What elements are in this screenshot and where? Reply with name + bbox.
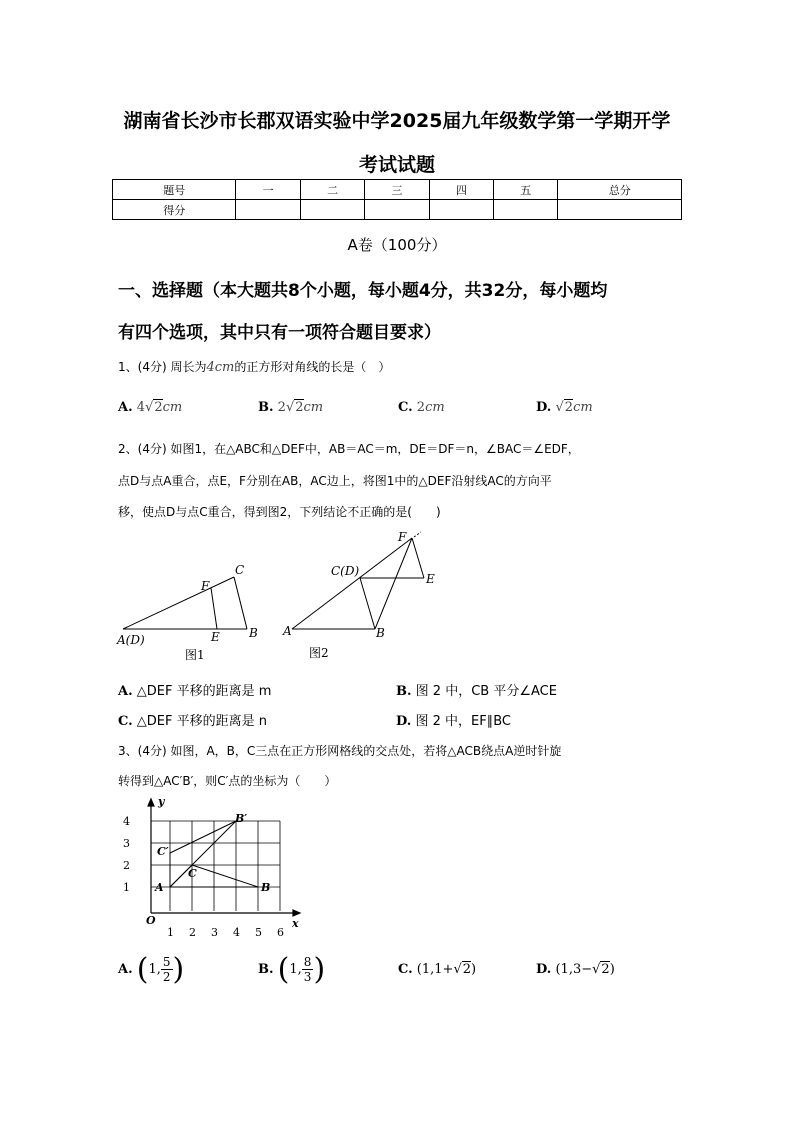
fig1-label-b: B: [249, 626, 258, 640]
q2-line2: 点D与点A重合，点E，F分别在AB，AC边上，将图1中的△DEF沿射线AC的方向平: [118, 474, 552, 488]
score-table: [112, 179, 682, 220]
score-cell: 四: [429, 180, 493, 200]
x-tick: 6: [277, 926, 284, 939]
option-radicand: 2: [601, 962, 610, 977]
origin-label: O: [146, 914, 156, 927]
q2-figures: [115, 530, 455, 665]
x-tick: 3: [211, 926, 218, 939]
option-text: 图 2 中，EF∥BC: [415, 714, 511, 729]
option-label: B.: [258, 962, 274, 977]
q1-prefix: 1、(4分) 周长为: [118, 360, 207, 374]
option-text: 图 2 中，CB 平分∠ACE: [415, 684, 557, 699]
q1-option-d: [536, 400, 593, 415]
exam-title-line1: 湖南省长沙市长郡双语实验中学2025届九年级数学第一学期开学: [123, 110, 671, 132]
option-math: √2cm: [555, 400, 593, 415]
fig2-caption: 图2: [309, 646, 329, 660]
fig1-caption: 图1: [185, 648, 205, 662]
q2-option-a: [118, 680, 271, 699]
q1-option-c: [398, 400, 445, 415]
q2-line3: 移，使点D与点C重合，得到图2，下列结论不正确的是( ): [118, 505, 441, 519]
section1-heading-line1: 一、选择题（本大题共8个小题，每小题4分，共32分，每小题均: [118, 281, 608, 301]
segment-cb: [192, 865, 258, 887]
fig2-cb-line: [360, 578, 375, 629]
score-input-cell: [558, 200, 682, 220]
score-cell: 五: [494, 180, 558, 200]
score-input-cell: [429, 200, 493, 220]
x-axis-label: x: [292, 917, 299, 930]
y-axis-label: y: [158, 795, 165, 808]
score-input-cell: [236, 200, 300, 220]
option-math: 2cm: [416, 400, 445, 415]
point-b-prime-label: B′: [235, 812, 248, 825]
option-math: 2√2cm: [277, 400, 324, 415]
fig2-fe-line: [412, 538, 424, 578]
volume-heading: A卷（100分）: [347, 236, 447, 254]
option-text: (1,1+: [416, 962, 454, 977]
score-cell: 三: [365, 180, 429, 200]
score-cell: 得分: [113, 200, 236, 220]
fig1-label-e: E: [211, 630, 220, 644]
fig2-ray-extension: [414, 532, 421, 537]
fig1-label-c: C: [235, 563, 245, 577]
q3-coordinate-grid: [118, 795, 318, 940]
y-tick: 4: [123, 815, 130, 828]
option-value: 1: [289, 962, 298, 977]
x-tick: 5: [255, 926, 262, 939]
q3-option-a: A. (1, $\frac{5}{2}$ ): [118, 952, 185, 987]
fig2-label-f: F: [398, 530, 407, 544]
y-tick: 3: [123, 837, 130, 850]
q3-option-d: D. (1,3−√2): [536, 962, 615, 977]
q2-line1: 2、(4分) 如图1，在△ABC和△DEF中，AB＝AC＝m，DE＝DF＝n，∠BAC＝∠EDF，: [118, 442, 580, 456]
option-text: △DEF 平移的距离是 n: [136, 714, 268, 729]
score-cell: 二: [300, 180, 364, 200]
fig2-label-b: B: [376, 626, 385, 640]
fig1-ac-line: [123, 577, 234, 629]
option-label: D.: [536, 400, 552, 415]
axes: [148, 799, 300, 916]
option-label: C.: [398, 962, 413, 977]
fig1-label-f: F: [201, 579, 210, 593]
segment-c-prime-b-prime: [170, 821, 236, 853]
fig2-label-a: A: [283, 624, 292, 638]
q3-line2: 转得到△AC′B′，则C′点的坐标为（ ）: [118, 774, 337, 788]
point-c-label: C: [188, 867, 197, 880]
section1-heading-line2: 有四个选项，其中只有一项符合题目要求）: [118, 323, 441, 343]
option-text: (1,3−: [555, 962, 593, 977]
q1-suffix: 的正方形对角线的长是（ ）: [234, 360, 391, 374]
q3-option-c: C. (1,1+√2): [398, 962, 477, 977]
q1-option-b: [258, 400, 323, 415]
x-tick: 4: [233, 926, 240, 939]
score-cell: 一: [236, 180, 300, 200]
x-tick: 1: [167, 926, 174, 939]
option-label: B.: [396, 684, 412, 699]
figure-2: [292, 532, 424, 629]
option-label: D.: [536, 962, 552, 977]
option-math: 4√2cm: [136, 400, 183, 415]
score-input-cell: [300, 200, 364, 220]
q2-option-d: [396, 710, 511, 729]
fig1-cb-line: [234, 577, 247, 629]
point-b-label: B: [261, 881, 271, 894]
option-label: B.: [258, 400, 274, 415]
q3-option-b: B. (1, $\frac{8}{3}$ ): [258, 952, 326, 987]
x-tick: 2: [189, 926, 196, 939]
option-fraction: $\frac{8}{3}$: [303, 955, 312, 984]
fig1-ef-line: [211, 588, 217, 629]
score-input-cell: [365, 200, 429, 220]
point-c-prime-label: C′: [157, 845, 169, 858]
question-1: [118, 358, 390, 375]
segment-ab-prime: [170, 821, 236, 887]
option-label: A.: [118, 684, 133, 699]
score-cell: 总分: [558, 180, 682, 200]
fig2-label-e: E: [426, 572, 435, 586]
score-input-cell: [494, 200, 558, 220]
option-label: A.: [118, 400, 133, 415]
score-cell: 题号: [113, 180, 236, 200]
option-label: C.: [118, 714, 133, 729]
y-tick: 1: [123, 881, 130, 894]
q1-math: 4cm: [206, 360, 235, 375]
option-label: A.: [118, 962, 133, 977]
option-label: D.: [396, 714, 412, 729]
q3-line1: 3、(4分) 如图，A，B，C三点在正方形网格线的交点处，若将△ACB绕点A逆时针旋: [118, 744, 562, 758]
fig2-label-cd: C(D): [331, 564, 360, 578]
score-table-header-row: [113, 180, 682, 200]
q2-option-c: [118, 710, 267, 729]
y-tick: 2: [123, 859, 130, 872]
fig1-label-ad: A(D): [117, 633, 145, 647]
q1-option-a: [118, 400, 182, 415]
option-fraction: $\frac{5}{2}$: [162, 955, 171, 984]
option-text: △DEF 平移的距离是 m: [136, 684, 272, 699]
option-label: C.: [398, 400, 413, 415]
q2-option-b: [396, 680, 557, 699]
figure-1: [123, 577, 247, 629]
option-radicand: 2: [462, 962, 472, 977]
point-a-label: A: [155, 881, 164, 894]
exam-title-line2: 考试试题: [358, 154, 435, 176]
score-table-score-row: [113, 200, 682, 220]
option-value: 1: [148, 962, 157, 977]
